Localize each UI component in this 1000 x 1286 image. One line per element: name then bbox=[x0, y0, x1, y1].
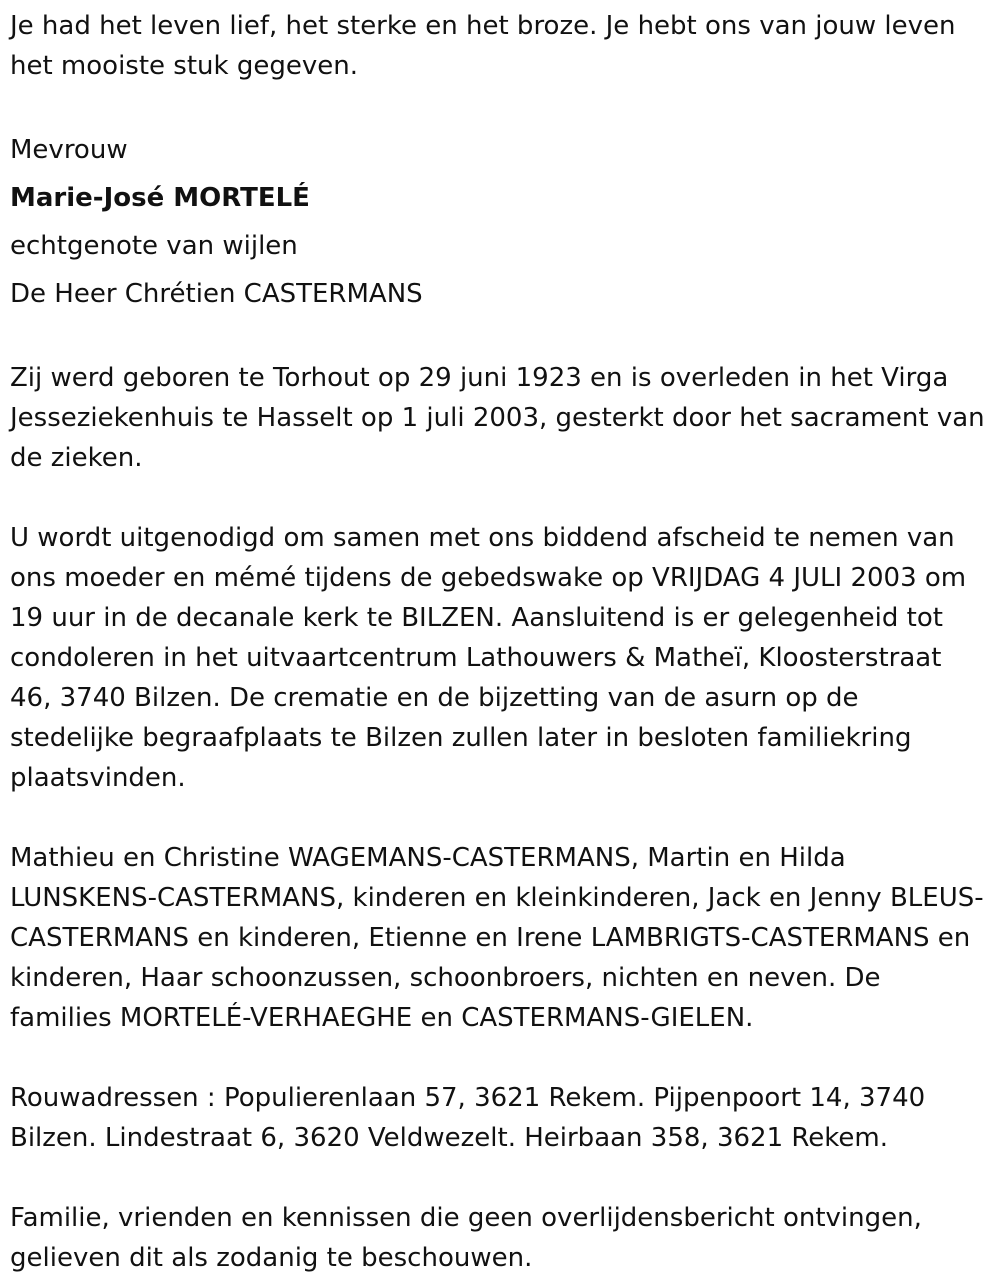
deceased-header bbox=[10, 126, 990, 318]
relation-text: echtgenote van wijlen bbox=[10, 231, 298, 261]
spouse-name: De Heer Chrétien CASTERMANS bbox=[10, 279, 423, 309]
deceased-name: Marie-José MORTELÉ bbox=[10, 183, 310, 213]
birth-death-paragraph: Zij werd geboren te Torhout op 29 juni 1923 en is overleden in het Virga Jesseziekenhuis te Hasselt op 1 juli 2003, gesterkt door het sacrament van de zieken. bbox=[10, 363, 985, 473]
salutation: Mevrouw bbox=[10, 135, 128, 165]
opening-quote: Je had het leven lief, het sterke en het broze. Je hebt ons van jouw leven het mooiste stuk gegeven. bbox=[10, 11, 956, 81]
closing-paragraph: Familie, vrienden en kennissen die geen overlijdensbericht ontvingen, gelieven dit als zodanig te beschouwen. bbox=[10, 1203, 922, 1273]
invitation-paragraph: U wordt uitgenodigd om samen met ons biddend afscheid te nemen van ons moeder en mémé tijdens de gebedswake op VRIJDAG 4 JULI 2003 om 19 uur in de decanale kerk te BILZEN. Aansluitend is er gelegenheid tot condoleren in het uitvaartcentrum Lathouwers & Matheï, Kloosterstraat 46, 3740 Bilzen. De crematie en de bijzetting van de asurn op de stedelijke begraafplaats te Bilzen zullen later in besloten familiekring plaatsvinden. bbox=[10, 523, 967, 793]
family-paragraph: Mathieu en Christine WAGEMANS-CASTERMANS, Martin en Hilda LUNSKENS-CASTERMANS, kinderen en kleinkinderen, Jack en Jenny BLEUS-CASTERMANS en kinderen, Etienne en Irene LAMBRIGTS-CASTERMANS en kinderen, Haar schoonzussen, schoonbroers, nichten en neven. De families MORTELÉ-VERHAEGHE en CASTERMANS-GIELEN. bbox=[10, 843, 984, 1033]
addresses-paragraph: Rouwadressen : Populierenlaan 57, 3621 Rekem. Pijpenpoort 14, 3740 Bilzen. Lindestraat 6, 3620 Veldwezelt. Heirbaan 358, 3621 Rekem. bbox=[10, 1083, 926, 1153]
